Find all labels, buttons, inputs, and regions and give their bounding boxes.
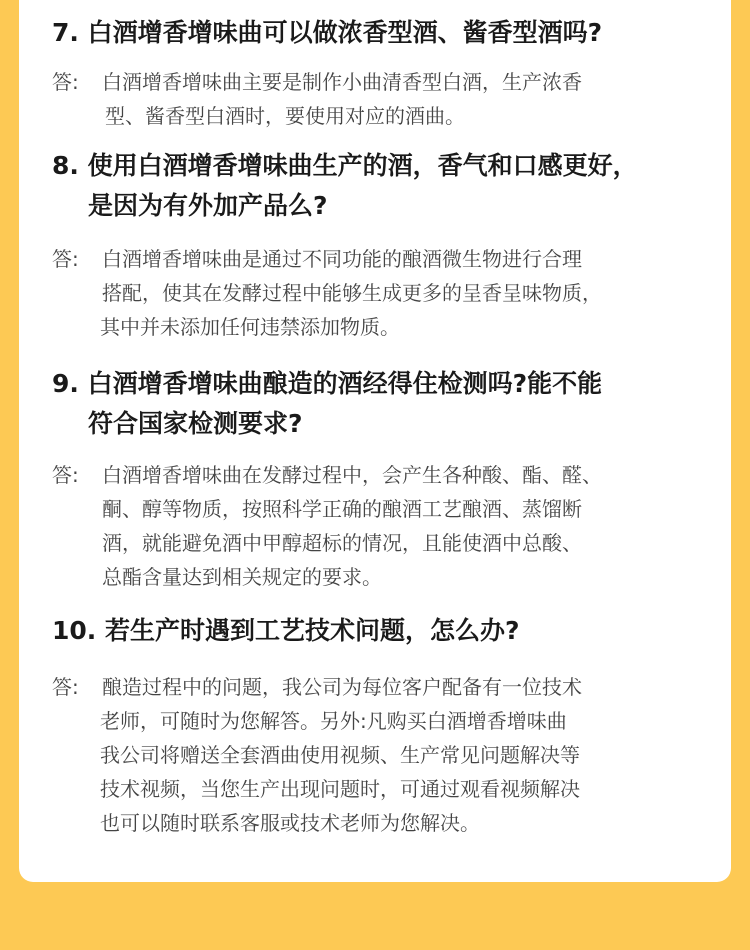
answer-line: 其中并未添加任何违禁添加物质。 — [100, 315, 400, 339]
faq-question-7 — [52, 13, 602, 53]
question-line: 若生产时遇到工艺技术问题，怎么办? — [105, 616, 520, 645]
faq-question-8 — [52, 146, 638, 226]
answer-line: 白酒增香增味曲是通过不同功能的酿酒微生物进行合理 — [102, 247, 582, 271]
question-line: 是因为有外加产品么? — [88, 191, 328, 220]
faq-answer-8 — [52, 242, 602, 344]
question-line: 白酒增香增味曲可以做浓香型酒、酱香型酒吗? — [87, 18, 603, 47]
answer-label: 答: — [52, 463, 79, 487]
answer-line: 总酯含量达到相关规定的要求。 — [102, 565, 382, 589]
answer-line: 酿造过程中的问题，我公司为每位客户配备有一位技术 — [102, 675, 582, 699]
faq-answer-10 — [52, 670, 582, 840]
question-line: 白酒增香增味曲酿造的酒经得住检测吗?能不能 — [87, 369, 603, 398]
faq-question-10 — [52, 611, 520, 651]
answer-line: 酒，就能避免酒中甲醇超标的情况，且能使酒中总酸、 — [102, 531, 582, 555]
answer-line: 老师，可随时为您解答。另外:凡购买白酒增香增味曲 — [100, 709, 567, 733]
question-line: 符合国家检测要求? — [88, 409, 303, 438]
answer-label: 答: — [52, 247, 79, 271]
answer-label: 答: — [52, 675, 79, 699]
answer-line: 我公司将赠送全套酒曲使用视频、生产常见问题解决等 — [100, 743, 580, 767]
answer-line: 白酒增香增味曲主要是制作小曲清香型白酒，生产浓香 — [102, 70, 582, 94]
answer-line: 型、酱香型白酒时，要使用对应的酒曲。 — [105, 104, 465, 128]
answer-label: 答: — [52, 70, 79, 94]
question-number: 8. — [52, 151, 79, 180]
faq-answer-7 — [52, 65, 582, 133]
question-number: 10. — [52, 616, 97, 645]
answer-line: 也可以随时联系客服或技术老师为您解决。 — [100, 811, 480, 835]
faq-answer-9 — [52, 458, 602, 594]
faq-question-9 — [52, 364, 602, 444]
faq-card — [19, 0, 731, 882]
answer-line: 酮、醇等物质，按照科学正确的酿酒工艺酿酒、蒸馏断 — [102, 497, 582, 521]
question-line: 使用白酒增香增味曲生产的酒，香气和口感更好， — [87, 151, 638, 180]
answer-line: 技术视频，当您生产出现问题时，可通过观看视频解决 — [100, 777, 580, 801]
question-number: 7. — [52, 18, 79, 47]
answer-line: 白酒增香增味曲在发酵过程中，会产生各种酸、酯、醛、 — [102, 463, 602, 487]
answer-line: 搭配，使其在发酵过程中能够生成更多的呈香呈味物质， — [102, 281, 602, 305]
question-number: 9. — [52, 369, 79, 398]
